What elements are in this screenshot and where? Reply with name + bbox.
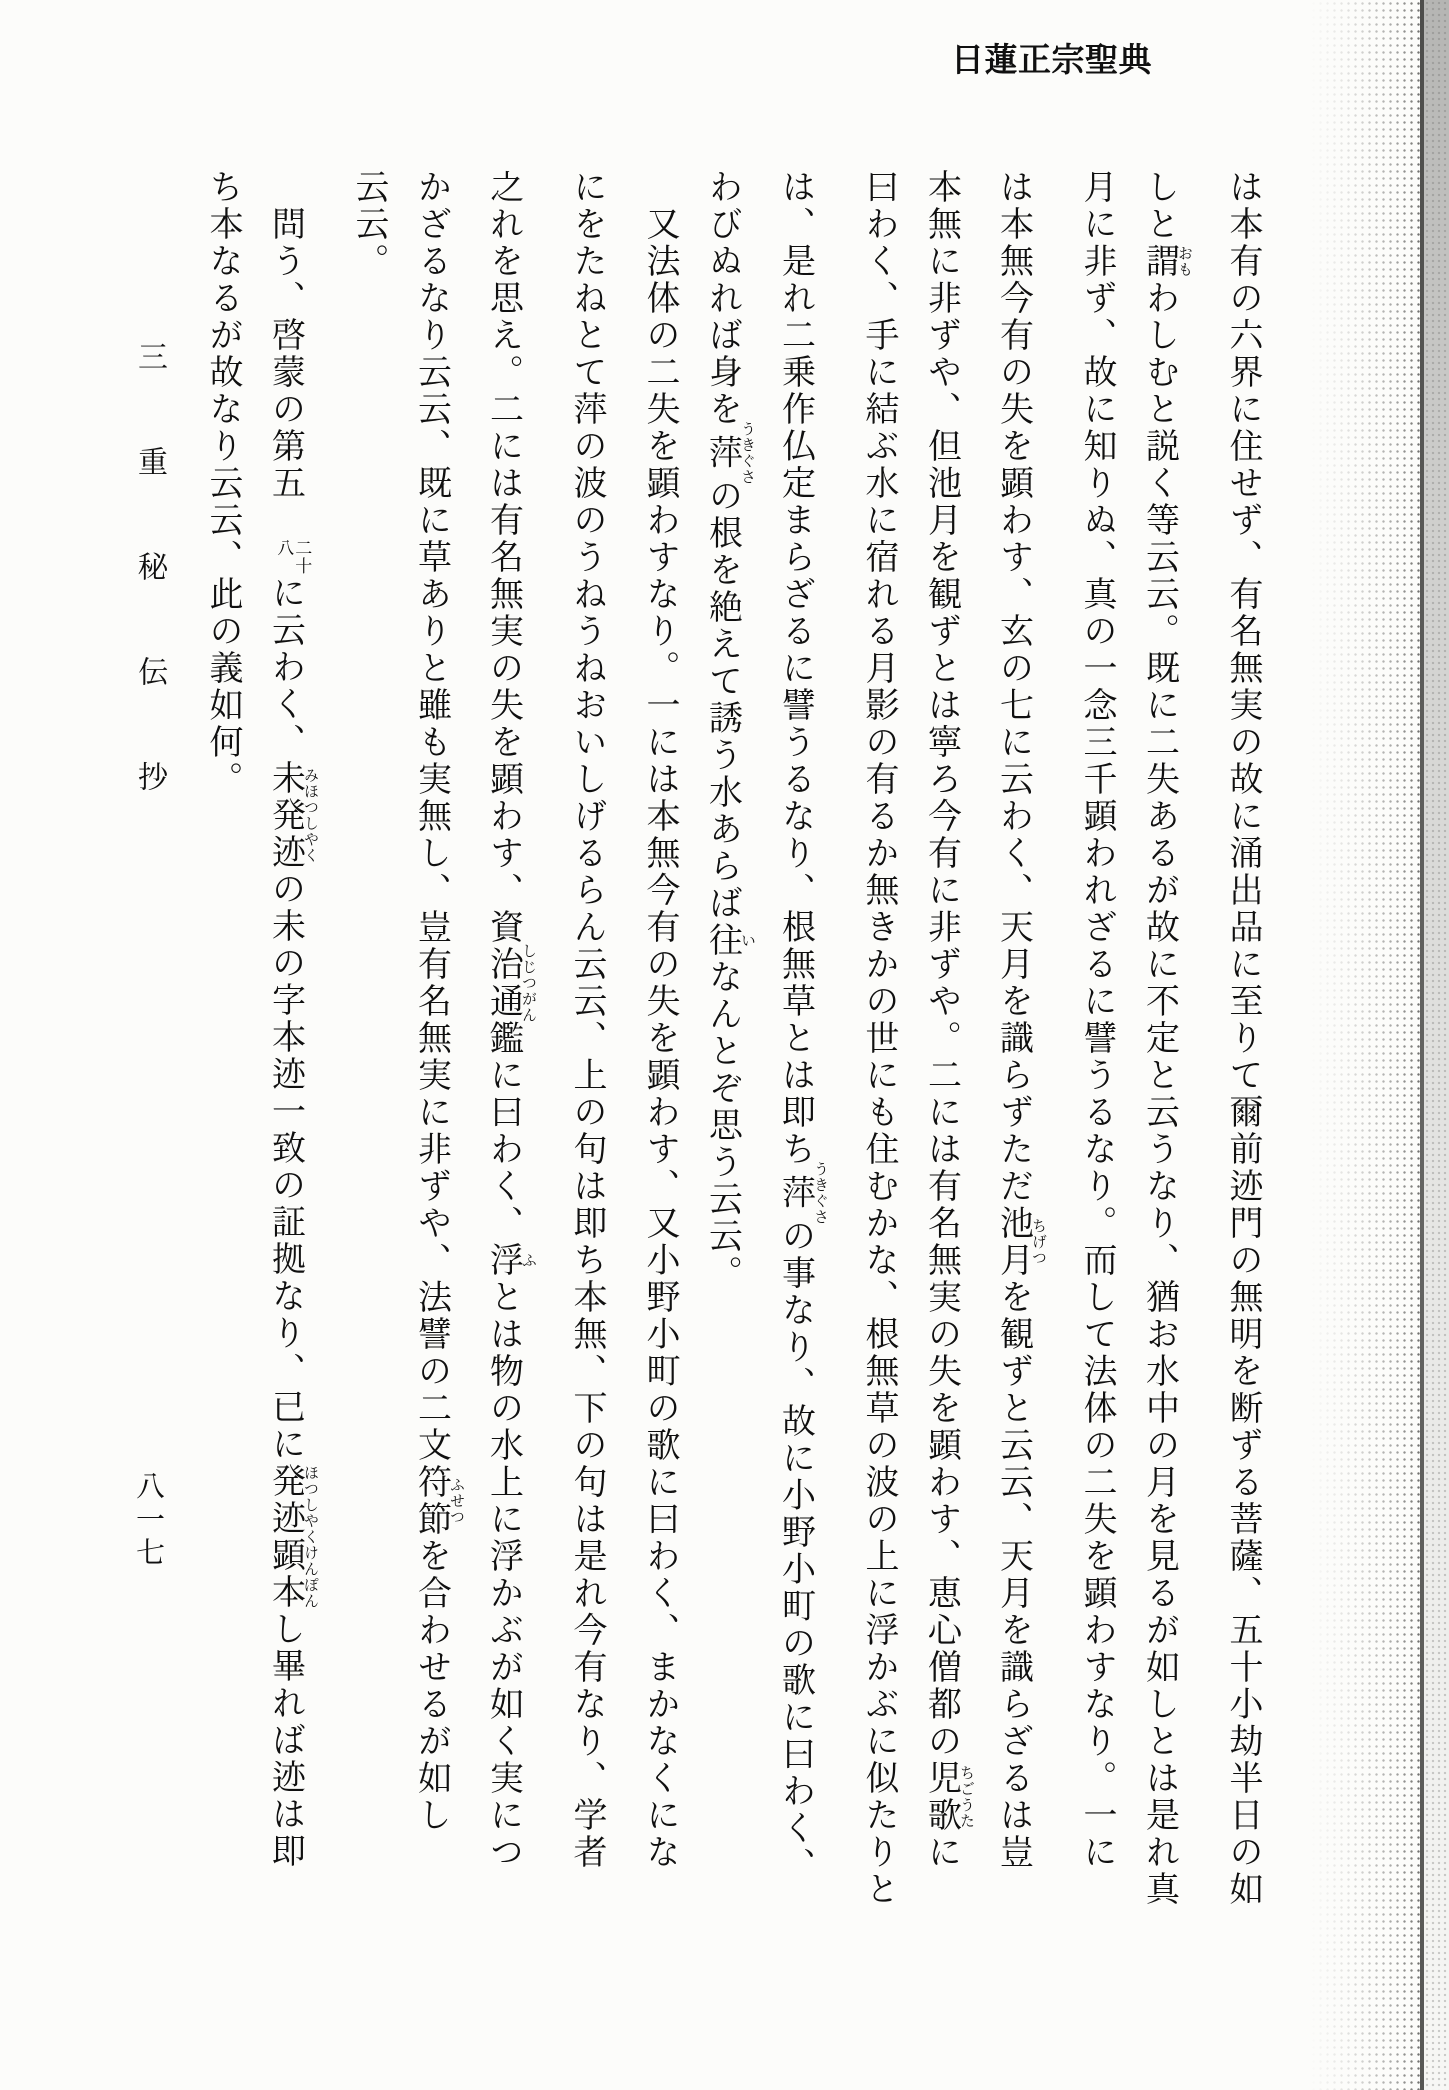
text-column-2: しと謂おもわしむと説く等云云。既に二失あるが故に不定と云うなり、猶お水中の月を見るが如しとは是れ真 [1140, 169, 1192, 1908]
text-column-14: 問う、啓蒙の第五 二十 八 に云わく、未発迹みほつしやくの未の字本迹一致の証拠なり、已に発迹顕本ほつしやくけんぽんし畢れば迹は即 [266, 206, 318, 1870]
halftone-gradient [1310, 0, 1424, 2090]
text-column-13: 云云。 [350, 169, 387, 280]
text-column-5: 本無に非ずや、但池月を観ずとは寧ろ今有に非ずや。二には有名無実の失を顕わす、恵心僧都の児歌ちごうたに [922, 169, 974, 1871]
page-edge-outer [1424, 0, 1449, 2090]
page-fold-line [1420, 0, 1424, 2090]
warichu-citation: 二十 八 [274, 539, 312, 575]
text-column-1: は本有の六界に住せず、有名無実の故に涌出品に至りて爾前迹門の無明を断ずる菩薩、五十小劫半日の如 [1224, 169, 1261, 1908]
text-column-3: 月に非ず、故に知りぬ、真の一念三千顕われざるに譬うるなり。而して法体の二失を顕わすなり。一に [1078, 169, 1115, 1871]
ruby-annotation: 発迹顕本ほつしやくけんぽん [266, 1463, 318, 1611]
ruby-annotation: 池月ちげつ [994, 1205, 1046, 1279]
ruby-annotation: 符節ふせつ [412, 1464, 464, 1538]
running-head-title: 日蓮正宗聖典 [951, 41, 1152, 78]
text-column-8: わびぬれば身を萍うきぐさの根を絶えて誘う水あらば往いなんとぞ思う云云。 [703, 169, 755, 1292]
text-column-15: ち本なるが故なり云云、此の義如何。 [204, 169, 241, 798]
text-column-9: 又法体の二失を顕わすなり。一には本無今有の失を顕わす、又小野小町の歌に曰わく、まかなくにな [641, 206, 678, 1871]
text-column-12: かざるなり云云、既に草ありと雖も実無し、豈有名無実に非ずや、法譬の二文符節ふせつを合わせるが如し [412, 169, 464, 1834]
ruby-annotation: 往い [703, 922, 755, 959]
text-column-4: は本無今有の失を顕わす、玄の七に云わく、天月を識らずただ池月ちげつを観ずと云云、天月を識らざるは豈 [994, 169, 1046, 1871]
scan-page-edge [1310, 0, 1449, 2090]
text-column-10: にをたねとて萍の波のうねうねおいしげるらん云云、上の句は即ち本無、下の句は是れ今有なり、学者 [568, 169, 605, 1871]
ruby-annotation: 児歌ちごうた [922, 1760, 974, 1834]
ruby-annotation: 萍うきぐさ [776, 1161, 828, 1225]
ruby-annotation: 浮ふ [484, 1242, 536, 1279]
ruby-annotation: 萍うきぐさ [703, 421, 755, 485]
section-title: 三 重 秘 伝 抄 [133, 341, 166, 812]
text-column-11: 之れを思え。二には有名無実の失を顕わす、資治通鑑しじつがんに曰わく、浮ふとは物の水上に浮かぶが如く実につ [484, 169, 536, 1871]
ruby-annotation: 資治通鑑しじつがん [484, 909, 536, 1057]
ruby-annotation: 未発迹みほつしやく [266, 760, 318, 871]
page-number: 八一七 [132, 1471, 164, 1570]
text-column-6: 曰わく、手に結ぶ水に宿れる月影の有るか無きかの世にも住むかな、根無草の波の上に浮かぶに似たりと [860, 169, 897, 1908]
text-column-7: は、是れ二乗作仏定まらざるに譬うるなり、根無草とは即ち萍うきぐさの事なり、故に小野小町の歌に曰わく、 [776, 169, 828, 1884]
ruby-annotation: 謂おも [1140, 243, 1192, 280]
